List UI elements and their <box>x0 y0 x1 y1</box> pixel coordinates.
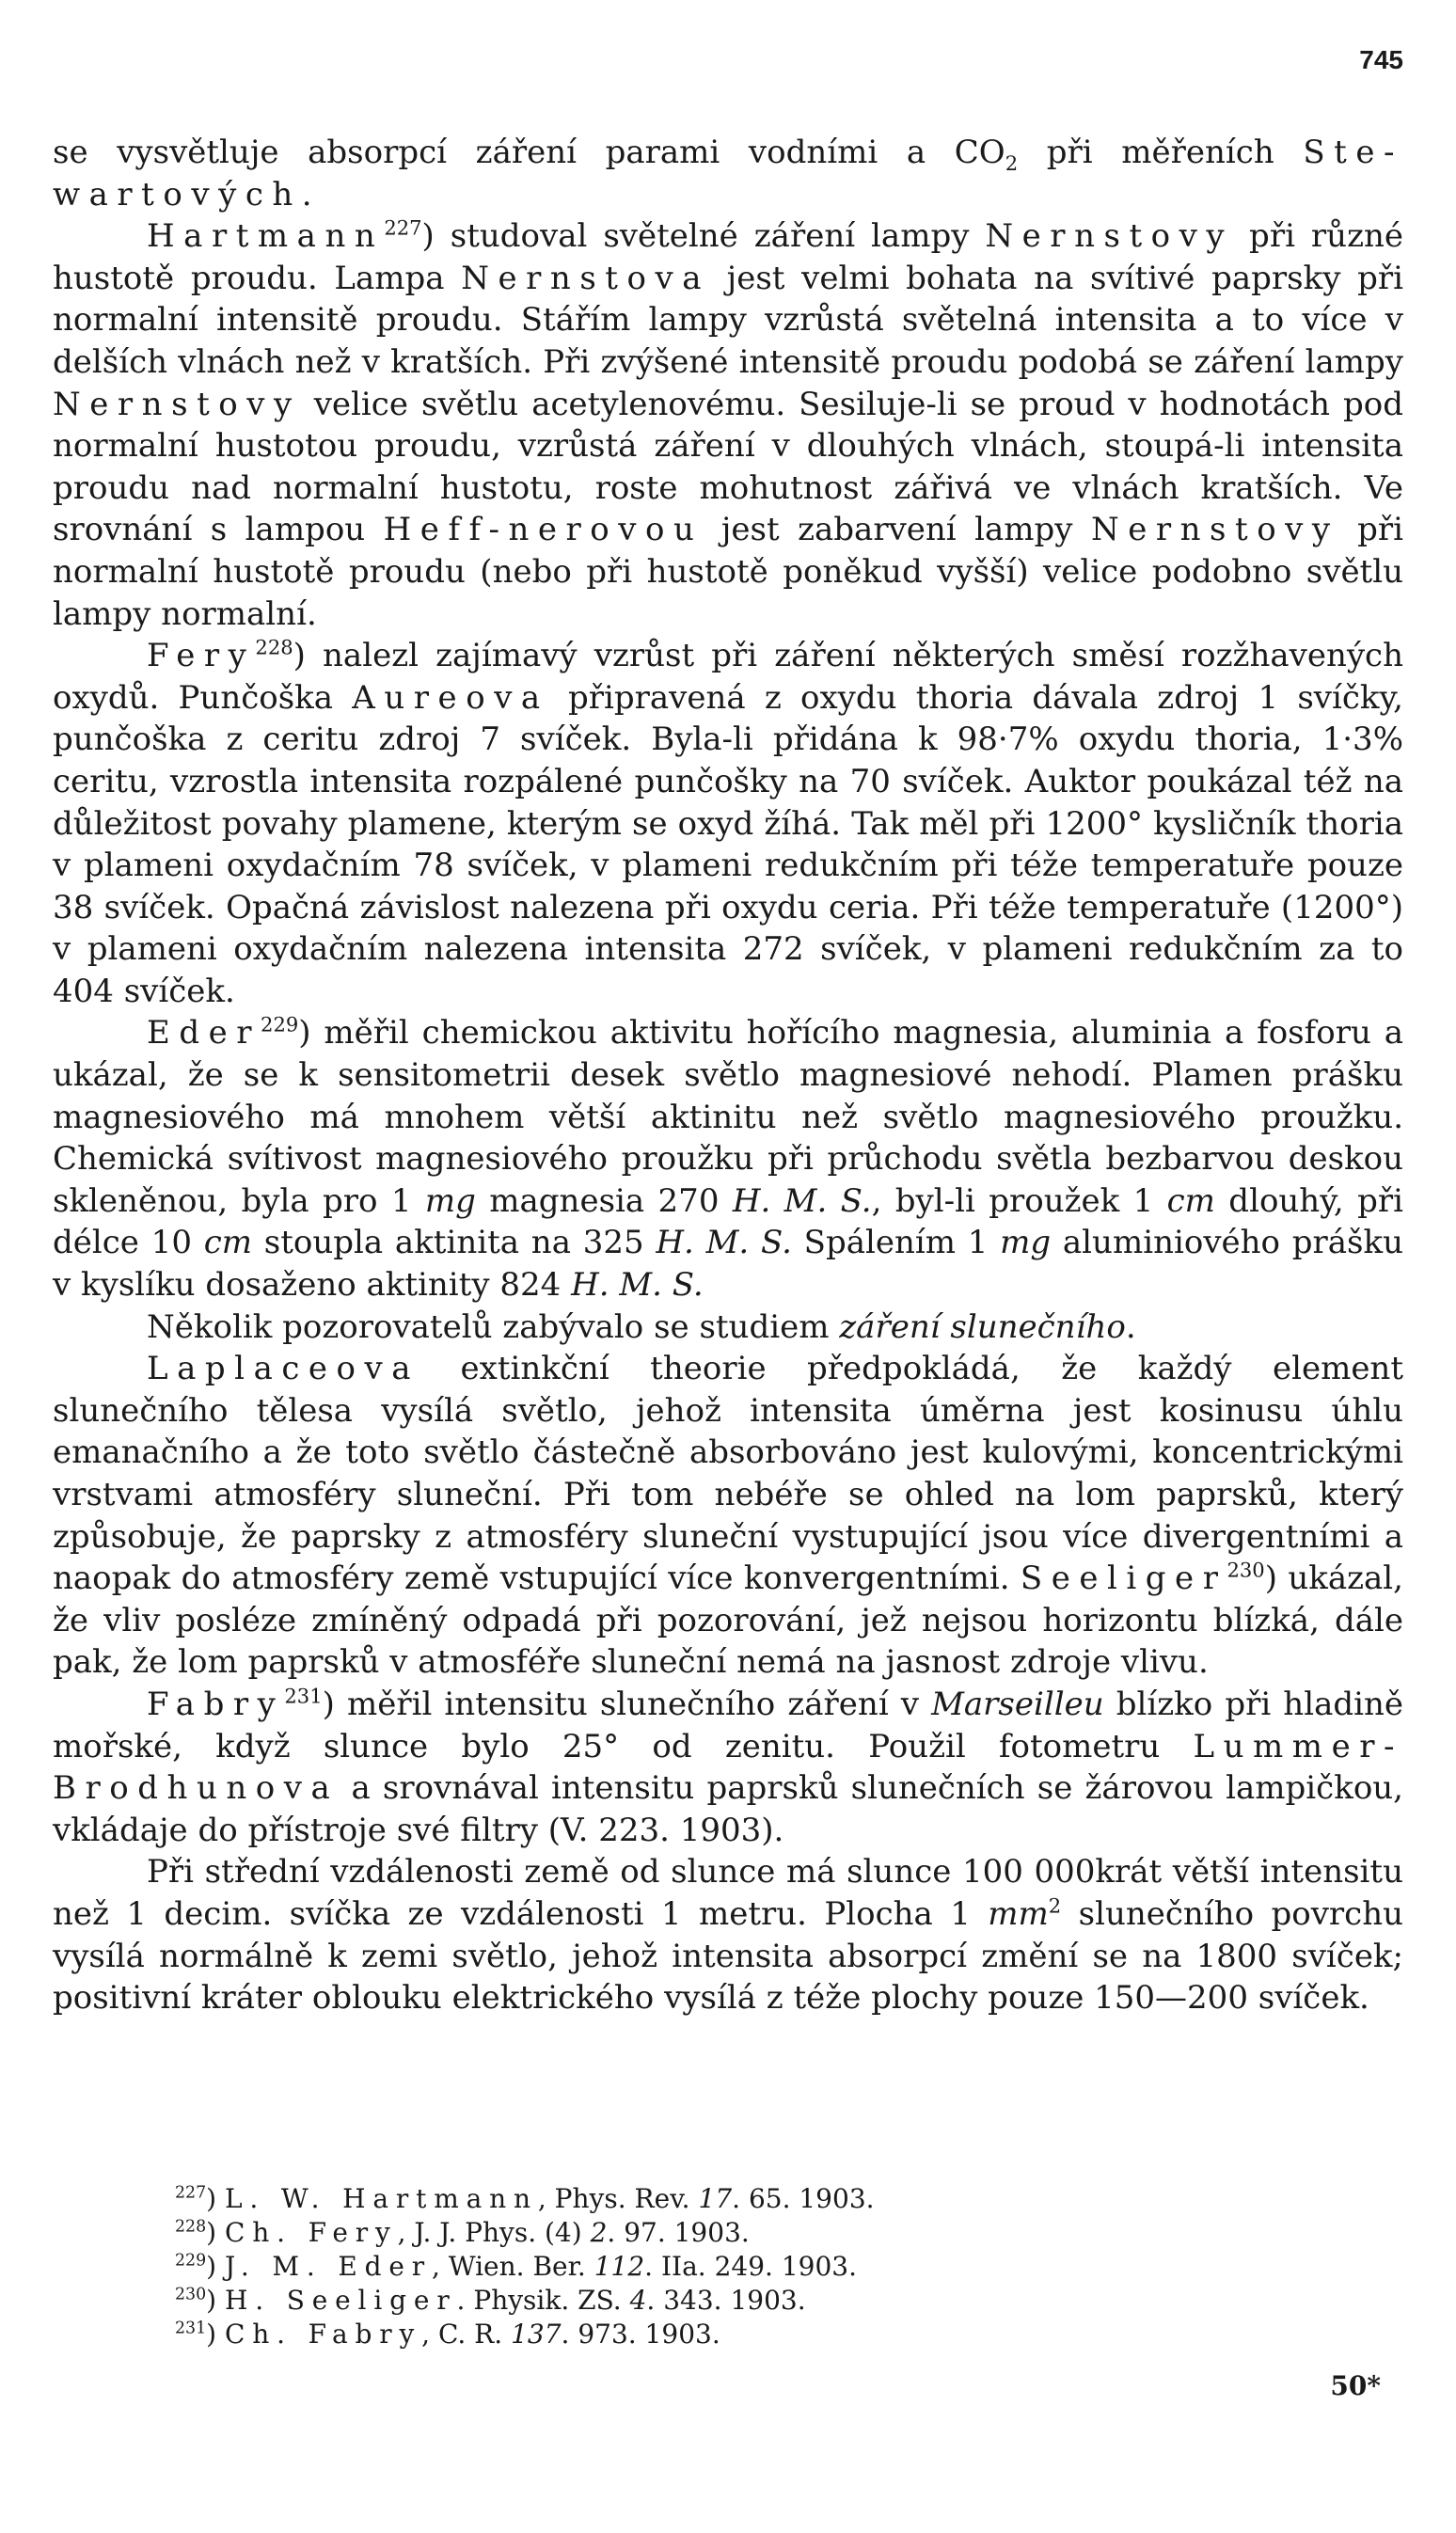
text-run: se vysvětluje absorpcí záření parami vodními a CO <box>53 134 1005 171</box>
page-number: 745 <box>1359 45 1403 74</box>
unit: cm <box>203 1224 253 1262</box>
spaced-name: Hartmann <box>147 217 385 256</box>
footnote-volume: 137 <box>511 2319 562 2350</box>
footnote-journal: , J. J. Phys. (4) <box>397 2217 591 2248</box>
footnote-number: 229 <box>175 2251 207 2271</box>
text-run: , byl-li proužek 1 <box>871 1181 1167 1220</box>
footnote-author: H. Seeliger <box>224 2285 457 2316</box>
footnote-journal: , Wien. Ber. <box>432 2251 594 2282</box>
footnote-volume: 4 <box>629 2285 647 2316</box>
footnote-ref: 231 <box>284 1684 323 1708</box>
footnote-journal: , C. R. <box>421 2319 512 2350</box>
text-run: Několik pozorovatelů zabývalo se studiem <box>147 1307 840 1346</box>
text-run: slunečního povrchu vysílá normálně k zemi světlo, jehož intensita absorpcí změní se na 1800 svíček; positivní kráter oblouku elektrického vysílá z téže plochy pouze 150—200 svíček. <box>53 1894 1403 2018</box>
spaced-name: Seeliger <box>1020 1559 1227 1598</box>
text-run: . <box>1125 1307 1136 1346</box>
footnote-ref: 229 <box>261 1013 299 1037</box>
text-run: ) nalezl zajímavý vzrůst při záření některých směsí rozžhavených oxydů. Punčoška <box>53 637 1403 717</box>
italic-term: záření slunečního <box>839 1307 1126 1346</box>
unit: H. M. S. <box>656 1224 792 1262</box>
footnote-ref: 228 <box>255 635 293 659</box>
body-text <box>53 132 1403 2019</box>
spaced-name: Lummer-Brodhunova <box>53 1727 1403 1808</box>
footnote-journal: . Physik. ZS. <box>456 2285 630 2316</box>
footnote-volume: 2 <box>590 2217 608 2248</box>
paragraph-8 <box>53 1851 1403 2018</box>
footnote: $^{231}$) Ch. Fabry, C. R. 137. 973. 1903. <box>175 2319 720 2350</box>
spaced-name: Heff-nerovou <box>383 511 704 549</box>
paragraph-2 <box>53 215 1403 635</box>
footnote-pages: . IIa. 249. 1903. <box>644 2251 857 2282</box>
text-run: a srovnával intensitu paprsků slunečních se žárovou lampičkou, vkládaje do přístroje své filtry (V. 223. 1903). <box>53 1769 1403 1849</box>
text-run: jest velmi bohata na svítivé paprsky při normalní intensitě proudu. Stářím lampy vzrůstá světelná intensita a to více v delších vlnách než v kratších. Při zvýšené intensitě proudu podobá se záření lampy <box>53 259 1404 381</box>
text-run: při měřeních <box>1018 134 1304 171</box>
footnote-number: 228 <box>175 2217 207 2237</box>
unit: mg <box>424 1181 476 1220</box>
footnote-journal: , Phys. Rev. <box>537 2183 699 2214</box>
footnote-ref: 227 <box>384 215 422 240</box>
text-run: blízko při hladině mořské, když slunce bylo 25° od zenitu. Použil fotometru <box>53 1685 1404 1765</box>
footnote: $^{230}$) H. Seeliger. Physik. ZS. 4. 343. 1903. <box>175 2285 806 2316</box>
spaced-name: Nernstovy <box>1090 511 1339 549</box>
spaced-name: Nernstovy <box>985 217 1234 256</box>
unit: mg <box>1000 1224 1052 1262</box>
footnote-author: J. M. Eder <box>224 2251 433 2282</box>
text-run: stoupla aktinita na 325 <box>252 1224 657 1262</box>
spaced-name: Laplaceova <box>147 1350 420 1388</box>
text-run: ) měřil chemickou aktivitu hořícího magnesia, aluminia a fosforu a ukázal, že se k sensitometrii desek světlo magnesiové nehodí. Plamen prášku magnesiového má mnohem větší aktinitu než světlo magnesiového proužku. Chemická svítivost magnesiového proužku při průchodu světla bezbarvou deskou skleněnou, byla pro 1 <box>53 1014 1403 1220</box>
paragraph-4 <box>53 1012 1403 1306</box>
text-run: při normalní hustotě proudu (nebo při hustotě poněkud vyšší) velice podobno světlu lampy normalní. <box>53 511 1403 633</box>
footnote: $^{228}$) Ch. Fery, J. J. Phys. (4) 2. 97. 1903. <box>175 2217 750 2248</box>
text-run: jest zabarvení lampy <box>703 511 1091 549</box>
footnote-number: 230 <box>175 2285 207 2304</box>
footnotes <box>175 2182 1304 2351</box>
text-run: připravená z oxydu thoria dávala zdroj 1 svíčky, punčoška z ceritu zdroj 7 svíček. Byla-li přidána k 98·7% oxydu thoria, 1·3% ceritu, vzrostla intensita rozpálené punčošky na 70 svíček. Auktor poukázal též na důležitost povahy plamene, kterým se oxyd žíhá. Tak měl při 1200° kysličník thoria v plameni oxydačním 78 svíček, v plameni redukčním při téže temperatuře pouze 38 svíček. Opačná závislost nalezena při oxydu ceria. Při téže temperatuře (1200°) v plameni oxydačním nalezena intensita 272 svíček, v plameni redukčním za to 404 svíček. <box>53 678 1403 1010</box>
text-run: extinkční theorie předpokládá, že každý element slunečního tělesa vysílá světlo, jehož intensita úměrna jest kosinusu úhlu emanačního a že toto světlo částečně absorbováno jest kulovými, koncentrickými vrstvami atmosféry sluneční. Při tom nebéře se ohled na lom paprsků, který způsobuje, že paprsky z atmosféry sluneční vystupující jsou více divergentními a naopak do atmosféry země vstupující více konvergentními. <box>53 1350 1403 1598</box>
text-run: ) měřil intensitu slunečního záření v <box>322 1685 932 1723</box>
unit: mm <box>988 1894 1049 1933</box>
footnote-number: 227 <box>175 2183 207 2203</box>
spaced-name: Aureova <box>352 678 549 717</box>
footnote-ref: 230 <box>1227 1558 1265 1582</box>
superscript: 2 <box>1048 1893 1062 1918</box>
footnote-pages: . 343. 1903. <box>646 2285 806 2316</box>
spaced-name: Nernstovy <box>53 385 301 423</box>
text-run: ) studoval světelné záření lampy <box>421 217 986 256</box>
unit: H. M. S. <box>571 1266 704 1305</box>
paragraph-6 <box>53 1348 1403 1684</box>
spaced-name: Fabry <box>147 1685 285 1723</box>
spaced-name: Nernstova <box>461 259 710 297</box>
footnote-author: Ch. Fery <box>224 2217 398 2248</box>
paragraph-5 <box>53 1306 1403 1349</box>
paragraph-7 <box>53 1684 1403 1851</box>
text-run: ) ukázal, že vliv posléze zmíněný odpadá při pozorování, jež nejsou horizontu blízká, dále pak, že lom paprsků v atmosféře sluneční nemá na jasnost zdroje vlivu. <box>53 1559 1403 1682</box>
spaced-name: Fery <box>147 637 256 675</box>
text-run: při různé hustotě proudu. Lampa <box>53 217 1403 297</box>
footnote-author: L. W. Hartmann <box>224 2183 538 2214</box>
text-run: velice světlu acetylenovému. Sesiluje-li se proud v hodnotách pod normalní hustotou proudu, vzrůstá záření v dlouhých vlnách, stoupá-li intensita proudu nad normalní hustotu, roste mohutnost zářivá ve vlnách kratších. Ve srovnání s lampou <box>53 385 1403 549</box>
signature-mark: 50* <box>1330 2370 1381 2401</box>
spaced-name: Eder <box>147 1014 261 1053</box>
unit: cm <box>1166 1181 1215 1220</box>
text-run: dlouhý, při délce 10 <box>53 1181 1403 1262</box>
subscript: 2 <box>1005 150 1019 175</box>
footnote-volume: 112 <box>593 2251 645 2282</box>
text-run: aluminiového prášku v kyslíku dosaženo aktinity 824 <box>53 1224 1404 1305</box>
footnote-number: 231 <box>175 2319 207 2338</box>
footnote-author: Ch. Fabry <box>224 2319 422 2350</box>
paragraph-3 <box>53 635 1403 1012</box>
footnote: $^{229}$) J. M. Eder, Wien. Ber. 112. IIa. 249. 1903. <box>175 2251 857 2282</box>
unit: H. M. S. <box>732 1181 872 1220</box>
text-run: magnesia 270 <box>475 1181 733 1220</box>
text-run: Spálením 1 <box>791 1224 1001 1262</box>
italic-place: Marseilleu <box>931 1685 1104 1723</box>
text-run: . <box>301 175 312 214</box>
text-run: Při střední vzdálenosti země od slunce má slunce 100 000krát větší intensitu než 1 decim. svíčka ze vzdálenosti 1 metru. Plocha 1 <box>53 1853 1403 1933</box>
footnote: $^{227}$) L. W. Hartmann, Phys. Rev. 17. 65. 1903. <box>175 2183 875 2214</box>
footnote-pages: . 97. 1903. <box>607 2217 750 2248</box>
paragraph-1 <box>53 132 1403 215</box>
footnote-volume: 17 <box>698 2183 733 2214</box>
footnote-pages: . 973. 1903. <box>561 2319 720 2350</box>
footnote-pages: . 65. 1903. <box>732 2183 875 2214</box>
spaced-name: Ste-wartových <box>53 134 1404 214</box>
